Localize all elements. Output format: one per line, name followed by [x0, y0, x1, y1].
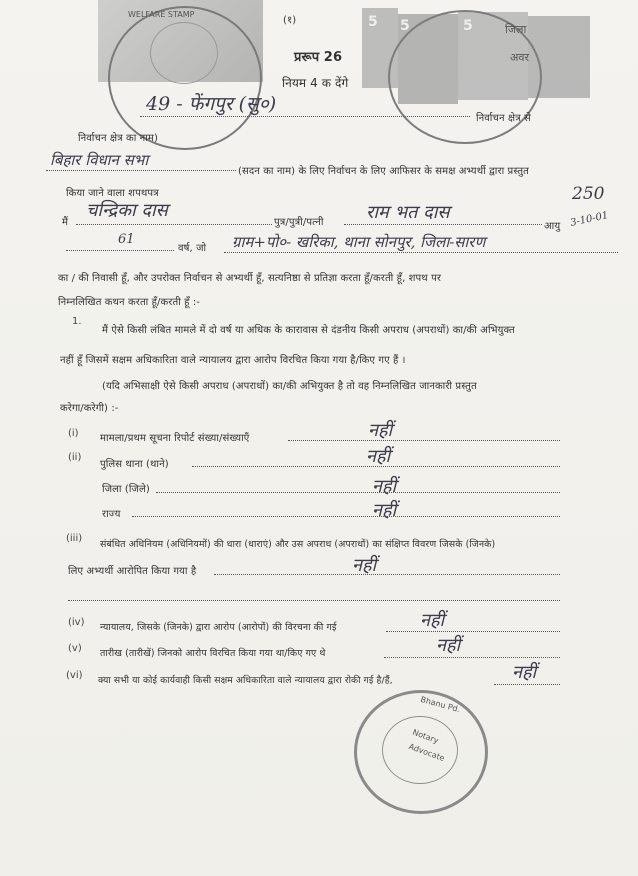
body-line-5: निम्नलिखित कथन करता हूँ/करती हूँ :- — [58, 297, 200, 308]
item-v-answer: नहीं — [436, 635, 461, 656]
state-answer: नहीं — [372, 500, 397, 521]
point-1-line-3: (यदि अभिसाक्षी ऐसे किसी अपराध (अपराधों) का/की अभियुक्त है तो वह निम्नलिखित जानकारी प्रस्तुत — [102, 381, 477, 392]
welfare-seal-text: WELFARE STAMP — [128, 10, 195, 19]
point-1-line-4: करेगा/करेगी) :- — [60, 403, 119, 414]
item-ii-label: पुलिस थाना (थाने) — [100, 459, 169, 470]
item-iv-text: न्यायालय, जिसके (जिनके) द्वारा आरोप (आरोपों) की विरचना की गई — [100, 622, 337, 633]
constituency-handwritten: 49 - फेंगपुर (सु०) — [146, 93, 277, 115]
item-i-label: मामला/प्रथम सूचना रिपोर्ट संख्या/संख्याएँ — [100, 433, 250, 444]
rule-reference: नियम 4 क देंगे — [282, 76, 349, 90]
constituency-label-left: निर्वाचन क्षेत्र का नाम) — [78, 133, 159, 144]
item-iv-line — [386, 631, 560, 632]
father-name: राम भत दास — [366, 202, 450, 223]
form-title: प्ररूप 26 — [294, 50, 343, 65]
court-seal-text-2: अवर — [510, 51, 530, 64]
stamp-denomination-1: 5 — [368, 14, 378, 30]
item-iii-line-1: संबंधित अधिनियम (अधिनियमों) की धारा (धाराएं) और उस अपराध (अपराधों) का संक्षिप्त विवरण जिसके (जिनके) — [100, 539, 496, 550]
court-seal-text-1: जिला — [505, 23, 527, 36]
house-line — [46, 170, 236, 171]
page-mark: (१) — [283, 15, 297, 26]
house-line-text: (सदन का नाम) के लिए निर्वाचन के लिए आफिसर के समक्ष अभ्यर्थी द्वारा प्रस्तुत — [238, 166, 529, 177]
body-line-4: का / की निवासी हूँ, और उपरोक्त निर्वाचन से अभ्यर्थी हूँ, सत्यनिष्ठा से प्रतिज्ञा करता हूँ/करती हूँ, शपथ पर — [58, 273, 442, 284]
state-label: राज्य — [102, 509, 121, 520]
district-line — [156, 492, 560, 493]
item-vi-line — [494, 684, 560, 685]
item-iii-line — [214, 574, 560, 575]
point-1-line-1: मैं ऐसे किसी लंबित मामले में दो वर्ष या अधिक के कारावास से दंडनीय किसी अपराध (अपराधों) का/की अभियुक्त — [102, 325, 515, 336]
candidate-name: चन्द्रिका दास — [86, 200, 168, 221]
welfare-seal-inner — [150, 22, 218, 84]
item-iii-answer: नहीं — [352, 555, 377, 576]
item-vi-number: (vi) — [66, 670, 83, 681]
age-line — [66, 250, 174, 251]
years-label: वर्ष, जो — [178, 243, 207, 254]
item-iii-number: (iii) — [66, 533, 83, 544]
item-iii-extra-line-1 — [68, 600, 560, 601]
item-vi-answer: नहीं — [512, 662, 537, 683]
age-label: आयु — [544, 221, 561, 232]
item-i-number: (i) — [68, 428, 79, 439]
notary-seal-text-2: Bhanu Pd. — [419, 694, 462, 715]
state-line — [132, 516, 560, 517]
stamp-denomination-3: 5 — [463, 18, 473, 34]
constituency-label-right: निर्वाचन क्षेत्र से — [476, 113, 531, 124]
stamp-denomination-2: 5 — [400, 18, 410, 34]
notary-seal-text-1: Notary — [411, 727, 440, 746]
affidavit-caption: किया जाने वाला शपथपत्र — [66, 188, 159, 199]
father-name-line — [344, 224, 542, 225]
item-iv-number: (iv) — [68, 617, 85, 628]
item-i-line — [288, 440, 560, 441]
item-v-number: (v) — [68, 643, 82, 654]
item-iv-answer: नहीं — [420, 610, 445, 631]
relation-label: पुत्र/पुत्री/पत्नी — [274, 217, 324, 228]
constituency-line — [140, 116, 470, 117]
point-1-number: 1. — [72, 316, 82, 327]
item-ii-number: (ii) — [68, 452, 82, 463]
address-handwritten: ग्राम+पो०- खरिका, थाना सोनपुर, जिला-सारण — [232, 233, 486, 251]
item-i-answer: नहीं — [368, 420, 393, 441]
address-line — [224, 252, 618, 253]
item-v-line — [384, 657, 560, 658]
district-label: जिला (जिले) — [102, 484, 150, 495]
main-prefix: मैं — [62, 217, 69, 228]
item-ii-answer: नहीं — [366, 446, 391, 467]
item-vi-text: क्या सभी या कोई कार्यवाही किसी सक्षम अधिकारिता वाले न्यायालय द्वारा रोकी गई है/हैं, — [98, 675, 393, 686]
age-value: 61 — [118, 232, 135, 247]
house-handwritten: बिहार विधान सभा — [50, 151, 149, 169]
item-v-text: तारीख (तारीखें) जिनको आरोप विरचित किया गया था/किए गए थे — [100, 648, 326, 659]
candidate-name-line — [76, 224, 272, 225]
margin-note-number: 250 — [572, 184, 605, 204]
point-1-line-2: नहीं हूँ जिसमें सक्षम अधिकारिता वाले न्यायालय द्वारा आरोप विरचित किया गया है/किए गए हैं । — [60, 355, 406, 366]
item-iii-line-2: लिए अभ्यर्थी आरोपित किया गया है — [68, 566, 197, 577]
margin-note-date: 3-10-01 — [569, 210, 610, 229]
district-answer: नहीं — [372, 476, 397, 497]
notary-seal-text-3: Advocate — [407, 741, 446, 764]
